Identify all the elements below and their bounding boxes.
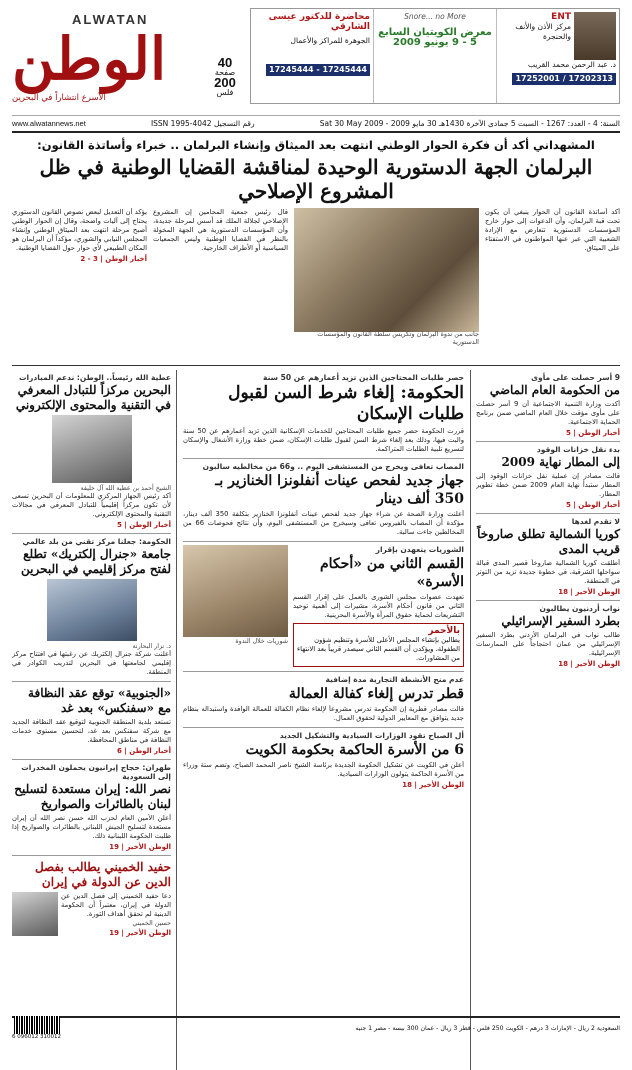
story[interactable] (12, 856, 171, 941)
story-headline: «الجنوبية» توقع عقد النظافة مع «سفنكس» بعد غد (28, 686, 171, 715)
ad-subtitle: مركز الأذن والأنف والحنجرة (515, 22, 571, 41)
issue-info: السنة: 4 - العدد: 1267 - السبت 5 جمادى الآخرة 1430هـ 30 مايو 2009 - Sat 30 May 2009 (319, 118, 620, 128)
ad-lecture[interactable] (251, 9, 373, 103)
lead-headline[interactable]: البرلمان الجهة الدستورية الوحيدة لمناقشة القضايا الوطنية في ظل المشروع الإصلاحي (39, 155, 593, 203)
story-headline: قطر تدرس إلغاء كفالة العمالة (288, 686, 464, 702)
story-body: أكدت وزارة التنمية الاجتماعية أن 9 أسر حصلت على مأوى مؤقت خلال العام الماضي ضمن برنامج الحماية الاجتماعية. (476, 400, 620, 426)
doctor-photo (574, 12, 616, 60)
story[interactable] (476, 370, 620, 442)
story-body: أكد رئيس الجهاز المركزي للمعلومات أن البحرين تسعى لأن تكون مركزاً إقليمياً للتبادل المعرفي في مجالات التقنية والمحتوى الإلكتروني. (12, 492, 171, 518)
lead-column: يؤكد أن التعديل لبعض نصوص القانون الدستوري يحتاج إلى آليات واضحة، وقال إن الحوار الوطني أصبح مرحلة انتهت بعد الميثاق الوطني وإنشاء المجلس النيابي والشوري، مؤكداً أن البرلمان هو المكان الطبيعي لأي حوار حول القضايا الوطنية. (12, 208, 147, 252)
story-headline: 6 من الأسرة الحاكمة بحكومة الكويت (245, 742, 464, 758)
story-headline: من الحكومة العام الماضي (489, 383, 620, 397)
story-headline: القسم الثاني من «أحكام الأسرة» (320, 556, 464, 590)
story-body: أعلنت شركة جنرال إلكتريك عن رغبتها في افتتاح مركز إقليمي لجامعتها في البحرين لتدريب الكوادر في المنطقة. (12, 650, 171, 676)
story-headline: الحكومة: إلغاء شرط السن لقبول طلبات الإسكان (228, 383, 464, 424)
person-photo[interactable] (52, 415, 132, 483)
photo-caption: شوريات خلال الندوة (235, 638, 288, 645)
lead-column-wrap (12, 208, 147, 361)
photo-caption: د. نزار البحارنة (132, 643, 171, 650)
story[interactable] (183, 728, 464, 793)
header-ads (250, 8, 620, 104)
right-column (470, 370, 620, 1070)
story-kicker: الشوريات يتعهدن بإقرار (375, 545, 464, 554)
story-body: أعلن الأمين العام لحزب الله حسن نصر الله أن إيران مستعدة لتسليح الجيش اللبناني بالطائرات والصواريخ إذا طلبت الحكومة اللبنانية ذلك. (12, 814, 171, 840)
story-body: قالت مصادر إن عملية نقل خزانات الوقود إلى المطار ستبدأ نهاية العام 2009 ضمن خطة تطوير المطار. (476, 472, 620, 498)
story-kicker: عدم منح الأنشطة التجارية مدة إضافية (325, 675, 464, 684)
continued-link[interactable]: الوطن الأخير | 18 (558, 588, 620, 596)
continued-link[interactable]: أخبار الوطن | 5 (116, 521, 171, 529)
lead-photo-block (294, 208, 479, 361)
person-photo[interactable] (47, 579, 137, 641)
story-headline: جهاز جديد لفحص عينات أنفلونزا الخنازير بـ 350 ألف دينار (215, 473, 464, 507)
story[interactable] (183, 672, 464, 728)
photo-caption: جانب من ندوة البرلمان وتكريس سلطة القانون والمؤسسات الدستورية (317, 330, 479, 346)
ad-phone: 17245444 - 17245444 (266, 64, 370, 76)
ad-subtitle: الجوهرة للمراكز والأعمال (290, 36, 370, 45)
ad-phone: 17252001 / 17202313 (512, 73, 616, 85)
ad-ent[interactable] (496, 9, 619, 103)
story-kicker: 9 أسر حصلت على مأوى (531, 373, 620, 382)
story-body: قررت الحكومة حصر جميع طلبات المحتاجين للخدمات الإسكانية الذين تزيد أعمارهم عن 50 سنة والبت فيها، وذلك بعد إلغاء شرط السن لقبول طلبات الإسكان، ضمن خطة وزارة الأشغال والإسكان لتسريع تلبية الطلبات المتراكمة. (183, 427, 464, 453)
continued-link[interactable]: أخبار الوطن | 5 (565, 501, 620, 509)
highlight-body: يطالبن بإنشاء المجلس الأعلى للأسرة وتنظيم شؤون الطفولة، ويؤكدن أن القسم الثاني سيصدر قريباً بعد الانتهاء من المشاورات. (296, 636, 460, 662)
issue-bar (12, 115, 620, 129)
page-count-label: صفحة (214, 68, 236, 77)
story[interactable] (183, 370, 464, 459)
price-label: فلس (216, 88, 234, 97)
lead-column: أكد أساتذة القانون أن الحوار ينبغي أن يكون تحت قبة البرلمان، وأن الدعوات إلى حوار خارج المؤسسات الدستورية تتعارض مع الإرادة الشعبية التي عبر عنها المواطنون في الاستفتاء على الميثاق. (485, 208, 620, 252)
story-kicker: بدء نقل خزانات الوقود (536, 445, 620, 454)
barcode-number: 6 096012 310012 (12, 1034, 61, 1040)
story-body: أطلقت كوريا الشمالية صاروخاً قصير المدى قبالة سواحلها الشرقية، في خطوة جديدة تزيد من التوتر في المنطقة. (476, 559, 620, 585)
story-headline: نصر الله: إيران مستعدة لتسليح لبنان بالطائرات والصواريخ (14, 782, 171, 811)
continued-link[interactable]: الوطن الأخير | 19 (109, 929, 171, 937)
story[interactable] (476, 442, 620, 514)
continued-link[interactable]: الوطن الأخير | 19 (109, 843, 171, 851)
story-headline: البحرين مركزاً للتبادل المعرفي في التقنية والمحتوى الإلكتروني (15, 383, 171, 412)
regional-prices: السعودية 2 ريال - الإمارات 3 درهم - الكويت 250 فلس - قطر 3 ريال - عمان 300 بيسة - مصر 1 جنيه (355, 1024, 620, 1032)
footer (12, 1016, 620, 1038)
lead-kicker: المشهداني أكد أن فكرة الحوار الوطني انتهت بعد الميثاق وإنشاء البرلمان .. خبراء وأساتذة القانون: (37, 138, 595, 152)
story-kicker: عطية الله رئيساً.. الوطن: ندعم المبادرات (18, 373, 171, 382)
highlight-title: بالأحمر (428, 626, 460, 636)
price-box (208, 55, 242, 98)
body-grid (12, 370, 620, 1070)
story-body: قالت مصادر قطرية إن الحكومة تدرس مشروعاً لإلغاء نظام الكفالة للعمالة الوافدة واستبداله بنظام جديد يتوافق مع المعايير الدولية لحقوق العمال. (183, 705, 464, 722)
story-headline: إلى المطار نهاية 2009 (501, 455, 620, 469)
story[interactable] (183, 542, 464, 672)
barcode-icon (14, 1016, 60, 1034)
ad-dates: 5 - 9 يونيو 2009 (393, 37, 477, 48)
story-kicker: أل الصباح تقود الوزارات السيادية والتشكيل الجديد (279, 731, 464, 740)
story-body: تعهدت عضوات مجلس الشورى بالعمل على إقرار القسم الثاني من قانون أحكام الأسرة، مشيرات إلى أهمية توحيد التشريعات لحماية حقوق المرأة والأسرة البحرينية. (293, 593, 464, 619)
story-body: طالب نواب في البرلمان الأردني بطرد السفير الإسرائيلي من عمان احتجاجاً على الممارسات الإسرائيلية. (476, 631, 620, 657)
story-body: أعلن في الكويت عن تشكيل الحكومة الجديدة برئاسة الشيخ ناصر المحمد الصباح، وتضم ستة وزراء من الأسرة الحاكمة يتولون الوزارات السيادية. (183, 761, 464, 778)
photo-caption: الشيخ أحمد بن عطية الله آل خليفة (80, 485, 171, 492)
tagline: الأسرع انتشاراً في البحرين (12, 93, 106, 103)
story-kicker: حصر طلبات المحتاجين الذين تزيد أعمارهم عن 50 سنة (263, 373, 464, 382)
story-body: دعا حفيد الخميني إلى فصل الدين عن الدولة في إيران، معتبراً أن الحكومة الدينية لم تحقق أهداف الثورة. (61, 892, 171, 918)
ad-exhibition[interactable] (373, 9, 496, 103)
story-headline: جامعة «جنرال إلكتريك» تطلع لفتح مركز إقليمي في البحرين (21, 547, 171, 576)
continued-link[interactable]: أخبار الوطن | 5 (565, 429, 620, 437)
barcode-block (12, 1016, 61, 1040)
continued-link[interactable]: أخبار الوطن | 3 - 2 (80, 255, 147, 263)
story-kicker: نواب أردنيون يطالبون (539, 604, 620, 613)
story-kicker: المصاب تعافى ويخرج من المستشفى اليوم .. و66 من مخالطيه سالبون (202, 462, 464, 471)
lead-story (12, 208, 620, 366)
story[interactable] (476, 601, 620, 672)
highlight-box (293, 623, 464, 667)
story-headline: بطرد السفير الإسرائيلي (501, 614, 620, 628)
story[interactable] (476, 514, 620, 601)
story-headline: كوريا الشمالية تطلق صاروخاً قريب المدى (477, 527, 620, 556)
story[interactable] (12, 370, 171, 534)
continued-link[interactable]: أخبار الوطن | 6 (116, 747, 171, 755)
story-body: تستعد بلدية المنطقة الجنوبية لتوقيع عقد النظافة الجديد مع شركة سفنكس بعد غد، لتحسين مستوى خدمات النظافة في مناطق المحافظة. (12, 718, 171, 744)
center-column (183, 370, 464, 1070)
logo-arabic: الوطن (12, 25, 167, 93)
ad-title: ENT (551, 12, 571, 22)
story-kicker: طهران: حجاج إيرانيون يحملون المخدرات إلى السعودية (21, 763, 171, 781)
story-photo-block (183, 545, 288, 667)
story-photo[interactable] (183, 545, 288, 637)
story[interactable] (12, 760, 171, 856)
story[interactable] (12, 534, 171, 682)
logo-latin: ALWATAN (72, 12, 149, 27)
continued-link[interactable]: الوطن الأخير | 18 (558, 660, 620, 668)
story-kicker: لا تقدم لغدها (571, 517, 620, 526)
masthead (12, 8, 620, 133)
ad-title: معرض الكويتيان السابع (378, 27, 492, 38)
price: 200 (214, 75, 236, 90)
story[interactable] (12, 682, 171, 760)
continued-link[interactable]: الوطن الأخير | 18 (402, 781, 464, 789)
story-headline: حفيد الخميني يطالب بفصل الدين عن الدولة في إيران (34, 860, 171, 889)
photo-caption: حسين الخميني (132, 920, 171, 927)
lead-photo[interactable] (294, 208, 479, 346)
website-link[interactable]: www.alwatannews.net (12, 118, 86, 128)
story-kicker: الحكومة: جعلنا مركز تقني من بلد عالمي (22, 537, 171, 546)
story-text (293, 545, 464, 667)
lead-column: قال رئيس جمعية المحامين إن المشروع الإصلاحي لجلالة الملك قد أسس لمرحلة جديدة، وأن المؤسسات الدستورية هي الجهة المخولة بالنظر في القضايا الوطنية وليس الجمعيات السياسية أو الأطراف الخارجية. (153, 208, 288, 252)
logo[interactable] (12, 12, 212, 103)
page-count: 40 (217, 55, 233, 70)
ad-doctor: د. عبد الرحمن محمد القريب (527, 60, 616, 69)
story[interactable] (183, 459, 464, 542)
left-column (12, 370, 177, 1070)
story-body: أعلنت وزارة الصحة عن شراء جهاز جديد لفحص عينات أنفلونزا الخنازير بتكلفة 350 ألف دينار، مؤكدة أن المصاب بالفيروس تعافى وسيخرج من المستشفى اليوم، وأن نتائج فحوصات 66 من المخالطين جاءت سالبة. (183, 510, 464, 536)
ad-slogan: Snore... no More (404, 12, 466, 21)
ad-title: محاضرة للدكتور عيسى الشارقي (268, 12, 370, 32)
person-photo[interactable] (12, 892, 58, 936)
issn: رقم التسجيل ISSN 1995-4042 (150, 118, 255, 128)
